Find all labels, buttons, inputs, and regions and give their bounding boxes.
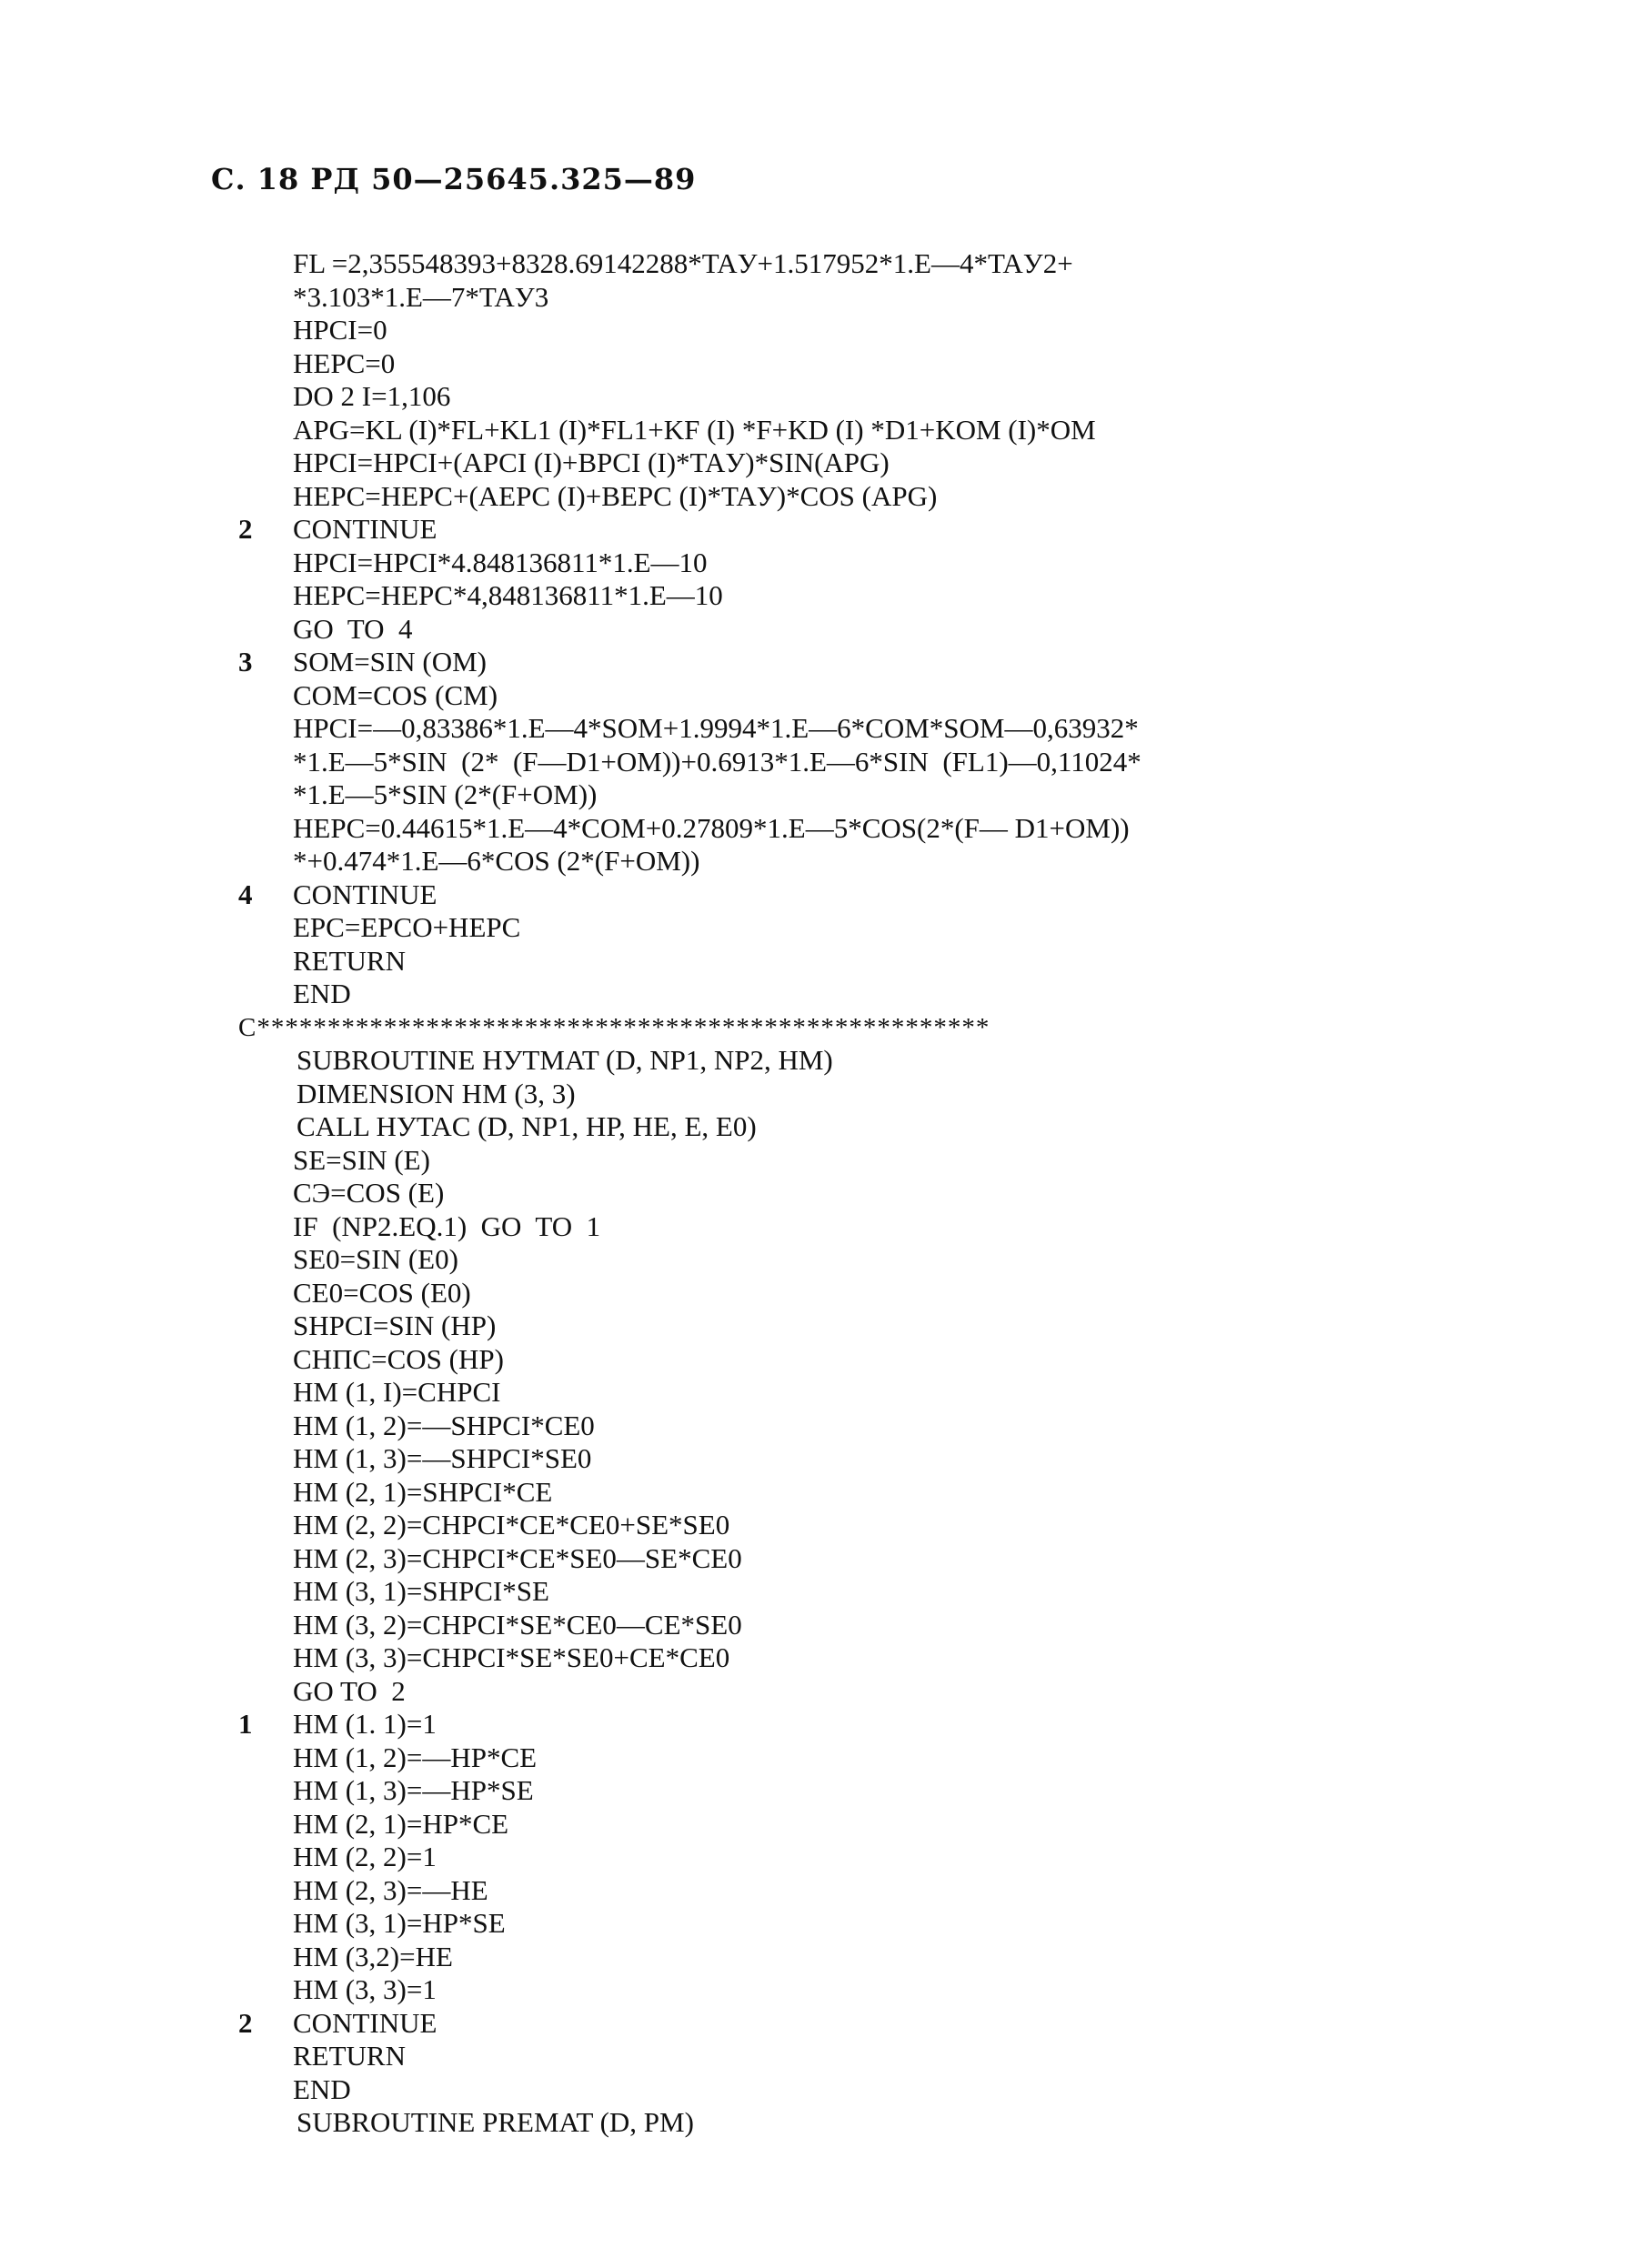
code-line: [238, 2007, 1457, 2041]
code-line: [238, 1641, 1457, 1675]
code-text: HEPC=0.44615*1.E—4*COM+0.27809*1.E—5*COS(2*(F— D1+OM)): [293, 811, 1130, 844]
code-text: HEPC=HEPC+(AEPC (I)+BEPC (I)*TAУ)*COS (APG): [293, 479, 938, 512]
code-line: [238, 1907, 1457, 1941]
statement-label: 4: [238, 878, 253, 910]
code-line: [238, 1874, 1457, 1908]
code-line: [238, 978, 1457, 1011]
code-line: [238, 1774, 1457, 1808]
code-text: HM (1, I)=CHPCI: [293, 1376, 501, 1408]
code-text: END: [293, 978, 351, 1009]
code-line: [238, 414, 1457, 447]
page-header: С. 18 РД 50—25645.325—89: [211, 162, 697, 196]
code-text: SE=SIN (E): [293, 1143, 430, 1176]
code-line: [238, 1575, 1457, 1609]
code-text: HM (2, 3)=—HE: [293, 1873, 488, 1906]
code-text: HM (2, 2)=1: [293, 1841, 437, 1872]
code-text: HM (1, 2)=—HP*CE: [293, 1741, 538, 1773]
code-line: [238, 1410, 1457, 1443]
statement-label: 2: [238, 2006, 253, 2039]
code-text: HM (3, 1)=SHPCI*SE: [293, 1575, 549, 1607]
code-text: END: [293, 2072, 351, 2105]
code-line: [238, 314, 1457, 347]
code-line: [238, 778, 1457, 812]
code-line: [238, 1177, 1457, 1210]
code-text: RETURN: [293, 944, 406, 977]
code-line: [238, 1841, 1457, 1874]
code-line: [238, 1509, 1457, 1542]
code-text: SOM=SIN (OM): [293, 646, 487, 677]
code-text: SHPCI=SIN (HP): [293, 1310, 497, 1341]
code-text: HM (1. 1)=1: [293, 1708, 437, 1740]
code-line: [238, 547, 1457, 580]
code-line: [238, 1708, 1457, 1741]
statement-label: 2: [238, 513, 253, 545]
code-text: HM (2, 1)=HP*CE: [293, 1807, 509, 1840]
code-line: [238, 1973, 1457, 2007]
code-line: [238, 1741, 1457, 1775]
code-line: [238, 281, 1457, 315]
code-line: [238, 447, 1457, 480]
code-text: HM (2, 1)=SHPCI*CE: [293, 1475, 553, 1508]
code-text: HM (3, 1)=HP*SE: [293, 1907, 506, 1939]
statement-label: 1: [238, 1708, 253, 1740]
code-text: FL =2,355548393+8328.69142288*TAУ+1.517952*1.E—4*TAУ2+: [293, 247, 1073, 279]
code-line: [238, 1310, 1457, 1343]
code-text: HEPC=HEPC*4,848136811*1.E—10: [293, 579, 723, 611]
code-listing: [238, 247, 1457, 2140]
code-line: [238, 878, 1457, 912]
code-text: *3.103*1.E—7*TAУ3: [293, 280, 549, 313]
code-line: [238, 712, 1457, 746]
code-line: [238, 1078, 1457, 1111]
code-text: HM (1, 3)=—HP*SE: [293, 1774, 534, 1806]
code-line: [238, 812, 1457, 846]
code-text: HM (3, 3)=1: [293, 1973, 437, 2005]
code-line: [238, 1144, 1457, 1178]
code-text: CONTINUE: [293, 2006, 437, 2039]
code-line: [238, 380, 1457, 414]
code-text: CONTINUE: [293, 513, 437, 545]
code-text: GO TO 4: [293, 612, 413, 645]
code-line: [238, 247, 1457, 281]
comment-line-text: C****************************************************: [238, 1012, 990, 1042]
code-line: [238, 1442, 1457, 1476]
code-line: [238, 579, 1457, 613]
code-text: IF (NP2.EQ.1) GO TO 1: [293, 1209, 601, 1242]
code-text: *+0.474*1.E—6*COS (2*(F+OM)): [293, 845, 700, 877]
code-line: [238, 513, 1457, 547]
code-text: DIMENSION HM (3, 3): [297, 1077, 576, 1109]
code-line: [238, 945, 1457, 978]
code-line: [238, 347, 1457, 381]
code-text: CE0=COS (E0): [293, 1276, 471, 1309]
code-text: CALL HУTAC (D, NP1, HP, HE, E, E0): [297, 1110, 757, 1142]
code-line: [238, 1110, 1457, 1144]
code-line: [238, 1941, 1457, 1974]
code-text: SUBROUTINE PREMAT (D, PM): [297, 2106, 694, 2138]
code-line: [238, 746, 1457, 779]
code-text: HM (3,2)=HE: [293, 1940, 453, 1972]
code-text: CHПC=COS (HP): [293, 1342, 504, 1375]
code-text: COM=COS (CM): [293, 678, 498, 711]
code-line: [238, 845, 1457, 878]
code-line: [238, 1011, 1457, 1045]
code-text: HM (2, 3)=CHPCI*CE*SE0—SE*CE0: [293, 1541, 742, 1574]
code-line: [238, 1243, 1457, 1277]
code-text: APG=KL (I)*FL+KL1 (I)*FL1+KF (I) *F+KD (I) *D1+KOM (I)*OM: [293, 413, 1096, 446]
code-line: [238, 613, 1457, 647]
code-text: *1.E—5*SIN (2* (F—D1+OM))+0.6913*1.E—6*SIN (FL1)—0,11024*: [293, 745, 1141, 778]
code-line: [238, 646, 1457, 679]
code-text: EPC=EPCO+HEPC: [293, 911, 521, 943]
code-text: HM (2, 2)=CHPCI*CE*CE0+SE*SE0: [293, 1509, 730, 1540]
code-line: [238, 2073, 1457, 2107]
code-line: [238, 1542, 1457, 1576]
code-text: HPCI=—0,83386*1.E—4*SOM+1.9994*1.E—6*COM*SOM—0,63932*: [293, 712, 1139, 744]
code-line: [238, 1376, 1457, 1410]
code-line: [238, 1210, 1457, 1244]
code-text: HPCI=HPCI+(APCI (I)+BPCI (I)*TAУ)*SIN(APG): [293, 447, 890, 478]
code-text: HM (3, 3)=CHPCI*SE*SE0+CE*CE0: [293, 1641, 730, 1673]
code-line: [238, 2106, 1457, 2140]
code-line: [238, 1343, 1457, 1377]
code-text: CONTINUE: [293, 878, 437, 910]
code-text: SUBROUTINE HУTMAT (D, NP1, NP2, HM): [297, 1044, 833, 1076]
code-text: RETURN: [293, 2040, 406, 2072]
code-text: HPCI=0: [293, 314, 387, 346]
code-text: HEPC=0: [293, 346, 396, 379]
code-line: [238, 911, 1457, 945]
code-line: [238, 2040, 1457, 2073]
code-line: [238, 1808, 1457, 1841]
code-line: [238, 480, 1457, 514]
code-text: SE0=SIN (E0): [293, 1243, 458, 1275]
code-text: CЭ=COS (E): [293, 1177, 445, 1209]
code-text: GO TO 2: [293, 1674, 406, 1707]
code-text: HM (1, 3)=—SHPCI*SE0: [293, 1442, 592, 1474]
code-line: [238, 1044, 1457, 1078]
code-line: [238, 679, 1457, 713]
code-line: [238, 1277, 1457, 1310]
code-text: HPCI=HPCI*4.848136811*1.E—10: [293, 546, 708, 578]
code-text: DO 2 I=1,106: [293, 380, 451, 412]
code-text: *1.E—5*SIN (2*(F+OM)): [293, 778, 598, 810]
code-line: [238, 1476, 1457, 1510]
code-text: HM (3, 2)=CHPCI*SE*CE0—CE*SE0: [293, 1608, 742, 1641]
code-line: [238, 1609, 1457, 1642]
statement-label: 3: [238, 646, 253, 677]
code-text: HM (1, 2)=—SHPCI*CE0: [293, 1409, 595, 1441]
code-line: [238, 1675, 1457, 1709]
